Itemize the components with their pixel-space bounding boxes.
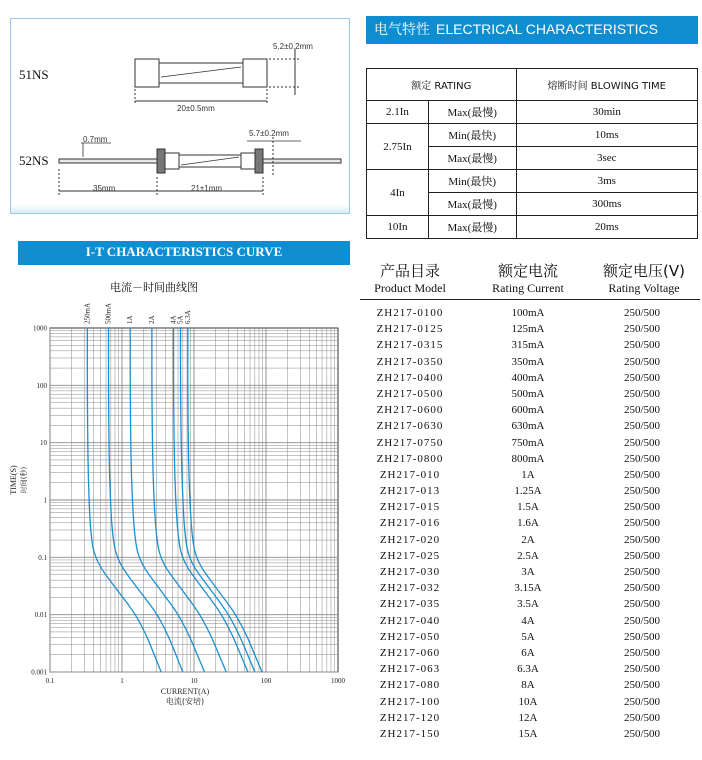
y-tick-label: 10 <box>40 439 47 448</box>
lead-cap-left <box>157 149 165 173</box>
rating-voltage-cell: 250/500 <box>623 614 661 627</box>
time-cell: 300ms <box>516 193 697 216</box>
rating-current-cell: 2.5A <box>517 549 539 562</box>
curve-label: 2A <box>147 315 156 324</box>
electrical-characteristics-banner <box>366 16 698 44</box>
table-row <box>360 710 700 726</box>
rating-current-cell: 4A <box>521 614 535 627</box>
rating-current-cell: 8A <box>521 679 535 692</box>
header-en: Rating Voltage <box>608 281 680 295</box>
table-row <box>367 170 698 193</box>
chart-title: 电流－时间曲线图 <box>110 281 198 294</box>
fuse-51ns-drawing <box>135 49 301 105</box>
x-tick-label: 1 <box>120 677 124 685</box>
it-curve-chart <box>0 290 355 720</box>
rating-current-cell: 1.5A <box>517 501 539 514</box>
x-axis-label <box>140 687 230 707</box>
x-axis-label-en: CURRENT(A) <box>160 687 210 696</box>
table-row <box>360 499 700 515</box>
time-cell: 20ms <box>516 216 697 239</box>
y-tick-label: 0.001 <box>31 668 47 677</box>
table-row <box>360 321 700 337</box>
rating-voltage-cell: 250/500 <box>623 339 661 352</box>
rating-current-cell: 5A <box>521 630 535 643</box>
dim-52-wire: 0.7mm <box>83 135 108 144</box>
x-tick-label: 10 <box>190 677 198 685</box>
lead-cap-right <box>255 149 263 173</box>
dim-51-diameter: 5.2±0.2mm <box>273 42 313 51</box>
mode-cell: Min(最快) <box>428 124 516 147</box>
rating-voltage-cell: 250/500 <box>623 404 661 417</box>
product-model-cell: ZH217-013 <box>379 485 441 498</box>
rating-current-cell: 12A <box>518 711 538 724</box>
product-model-cell: ZH217-016 <box>379 517 441 530</box>
time-cell: 3sec <box>516 147 697 170</box>
electrical-characteristics-table <box>366 68 698 239</box>
rating-voltage-cell: 250/500 <box>623 598 661 611</box>
y-tick-label: 1 <box>43 496 47 505</box>
product-model-cell: ZH217-0750 <box>376 436 444 449</box>
curve-label: 5A <box>176 315 185 324</box>
table-row <box>360 305 700 321</box>
fuse-body <box>159 63 243 83</box>
rating-voltage-cell: 250/500 <box>623 436 661 449</box>
rating-voltage-cell: 250/500 <box>623 468 661 481</box>
product-model-cell: ZH217-035 <box>379 598 441 611</box>
rating-current-cell: 1.6A <box>517 517 539 530</box>
rating-current-cell: 1A <box>521 468 535 481</box>
header-en: Product Model <box>374 281 446 295</box>
rating-voltage-cell: 250/500 <box>623 630 661 643</box>
product-model-cell: ZH217-0350 <box>376 355 444 368</box>
model-51ns-label: 51NS <box>19 67 49 82</box>
product-model-cell: ZH217-0400 <box>376 371 444 384</box>
product-model-cell: ZH217-0800 <box>376 452 444 465</box>
rating-voltage-cell: 250/500 <box>623 663 661 676</box>
product-model-cell: ZH217-025 <box>379 549 441 562</box>
rating-current-cell: 125mA <box>511 323 545 336</box>
table-row <box>360 515 700 531</box>
panel-shade <box>11 205 349 213</box>
product-table-header <box>360 262 700 300</box>
y-tick-label: 100 <box>36 381 47 390</box>
table-row <box>360 370 700 386</box>
dim-52-lead-length: 35mm <box>93 184 116 193</box>
table-row <box>360 613 700 629</box>
rating-voltage-cell: 250/500 <box>623 387 661 400</box>
product-model-cell: ZH217-030 <box>379 566 441 578</box>
rating-current-cell: 6.3A <box>517 663 539 676</box>
it-curve-banner: I-T CHARACTERISTICS CURVE <box>18 241 350 265</box>
curve-label: 6.3A <box>183 310 192 324</box>
dim-51-length: 20±0.5mm <box>177 104 215 113</box>
product-model-cell: ZH217-0125 <box>376 323 444 336</box>
end-cap-right <box>243 59 267 87</box>
rating-voltage-cell: 250/500 <box>623 695 661 708</box>
product-model-cell: ZH217-150 <box>379 727 441 740</box>
x-tick-label: 100 <box>260 677 272 685</box>
table-row <box>360 726 700 742</box>
rating-cell: 4In <box>367 170 429 216</box>
curve-labels <box>83 303 191 324</box>
dimension-diagram-panel <box>10 18 350 214</box>
table-row <box>360 677 700 693</box>
product-model-cell: ZH217-060 <box>379 646 441 659</box>
rating-cell: 10In <box>367 216 429 239</box>
x-axis-label-cn: 电流(安培) <box>165 697 205 706</box>
product-model-cell: ZH217-063 <box>379 663 441 676</box>
lead-wire-left <box>59 159 157 163</box>
rating-current-cell: 2A <box>521 533 535 546</box>
table-row <box>360 532 700 548</box>
rating-voltage-cell: 250/500 <box>623 646 661 659</box>
product-table-body <box>360 305 700 742</box>
table-row <box>360 354 700 370</box>
rating-current-cell: 100mA <box>511 307 545 319</box>
table-row <box>360 451 700 467</box>
banner-title-en: ELECTRICAL CHARACTERISTICS <box>436 21 658 37</box>
rating-voltage-cell: 250/500 <box>623 323 661 336</box>
product-model-cell: ZH217-015 <box>379 501 441 514</box>
lead-wire-right <box>263 159 341 163</box>
time-cell: 3ms <box>516 170 697 193</box>
rating-voltage-cell: 250/500 <box>623 371 661 384</box>
table-row <box>360 435 700 451</box>
product-model-cell: ZH217-100 <box>379 695 441 708</box>
header-cn: 产品目录 <box>379 262 440 280</box>
y-tick-label: 0.1 <box>38 553 47 562</box>
y-axis-label <box>9 465 29 495</box>
curve-label: 250mA <box>83 303 92 324</box>
rating-current-cell: 600mA <box>511 404 545 417</box>
rating-current-cell: 800mA <box>511 452 545 465</box>
table-row <box>360 580 700 596</box>
rating-current-cell: 6A <box>521 646 535 659</box>
rating-cell: 2.1In <box>367 101 429 124</box>
rating-current-cell: 3.5A <box>517 598 539 611</box>
product-model-cell: ZH217-0315 <box>376 339 444 352</box>
time-cell: 30min <box>516 101 697 124</box>
table-row <box>360 483 700 499</box>
product-model-cell: ZH217-040 <box>379 614 441 627</box>
rating-voltage-cell: 250/500 <box>623 566 661 578</box>
table-row <box>360 564 700 580</box>
rating-voltage-cell: 250/500 <box>623 533 661 546</box>
chart-grid <box>50 328 338 672</box>
x-tick-label: 1000 <box>331 677 345 685</box>
rating-current-cell: 1.25A <box>514 485 542 498</box>
model-52ns-label: 52NS <box>19 153 49 168</box>
rating-current-cell: 315mA <box>511 339 545 352</box>
product-model-cell: ZH217-010 <box>379 468 441 481</box>
table-row <box>360 467 700 483</box>
header-rating-voltage <box>588 262 700 296</box>
rating-voltage-cell: 250/500 <box>623 582 661 595</box>
table-row <box>360 694 700 710</box>
dim-52-body-length: 21±1mm <box>191 184 223 193</box>
rating-current-cell: 3.15A <box>514 582 542 595</box>
mode-cell: Min(最快) <box>428 170 516 193</box>
header-product-model <box>360 262 460 296</box>
product-model-cell: ZH217-120 <box>379 711 441 724</box>
dim-52-diameter: 5.7±0.2mm <box>249 129 289 138</box>
rating-voltage-cell: 250/500 <box>623 711 661 724</box>
product-model-cell: ZH217-0600 <box>376 404 444 417</box>
header-blowing-time: 熔断时间 BLOWING TIME <box>516 69 697 101</box>
rating-current-cell: 500mA <box>511 387 545 400</box>
product-model-cell: ZH217-020 <box>379 533 441 546</box>
rating-voltage-cell: 250/500 <box>623 679 661 692</box>
curve-label: 4A <box>169 315 178 324</box>
y-tick-label: 0.01 <box>34 611 47 620</box>
rating-voltage-cell: 250/500 <box>623 452 661 465</box>
header-cn: 额定电流 <box>497 262 558 280</box>
product-model-cell: ZH217-0500 <box>376 387 444 400</box>
rating-current-cell: 10A <box>518 695 538 708</box>
table-header-row <box>367 69 698 101</box>
table-row <box>360 386 700 402</box>
table-row <box>360 645 700 661</box>
rating-current-cell: 630mA <box>511 420 545 433</box>
product-model-cell: ZH217-032 <box>379 582 441 595</box>
product-model-cell: ZH217-0100 <box>376 307 444 319</box>
rating-voltage-cell: 250/500 <box>623 727 661 740</box>
time-cell: 10ms <box>516 124 697 147</box>
rating-voltage-cell: 250/500 <box>623 549 661 562</box>
rating-voltage-cell: 250/500 <box>623 501 661 514</box>
y-axis-label-en: TIME(S) <box>9 465 18 495</box>
rating-current-cell: 350mA <box>511 355 545 368</box>
curve-label: 500mA <box>104 303 113 324</box>
product-model-cell: ZH217-050 <box>379 630 441 643</box>
table-row <box>360 402 700 418</box>
rating-voltage-cell: 250/500 <box>623 355 661 368</box>
table-row <box>367 124 698 147</box>
rating-voltage-cell: 250/500 <box>623 307 661 319</box>
header-en: Rating Current <box>492 281 564 295</box>
header-cn: 额定电压(V) <box>603 262 685 280</box>
banner-title-cn: 电气特性 <box>374 22 430 38</box>
curve-label: 1A <box>126 315 135 324</box>
table-row <box>360 548 700 564</box>
rating-current-cell: 15A <box>518 727 538 740</box>
mode-cell: Max(最慢) <box>428 147 516 170</box>
x-tick-label: 0.1 <box>45 677 55 685</box>
table-row <box>360 661 700 677</box>
table-row <box>367 216 698 239</box>
table-row <box>360 596 700 612</box>
mode-cell: Max(最慢) <box>428 216 516 239</box>
rating-voltage-cell: 250/500 <box>623 485 661 498</box>
header-rating-current <box>478 262 578 296</box>
y-axis-label-cn: 时间(秒) <box>20 466 28 494</box>
y-tick-label: 1000 <box>33 324 47 333</box>
table-row <box>360 629 700 645</box>
header-rating: 额定 RATING <box>367 69 517 101</box>
table-row <box>360 337 700 353</box>
mode-cell: Max(最慢) <box>428 101 516 124</box>
rating-voltage-cell: 250/500 <box>623 517 661 530</box>
product-model-cell: ZH217-0630 <box>376 420 444 433</box>
rating-current-cell: 3A <box>521 566 535 578</box>
product-model-cell: ZH217-080 <box>379 679 441 692</box>
rating-current-cell: 400mA <box>511 371 545 384</box>
table-row <box>367 101 698 124</box>
mode-cell: Max(最慢) <box>428 193 516 216</box>
rating-voltage-cell: 250/500 <box>623 420 661 433</box>
end-cap-left <box>135 59 159 87</box>
rating-cell: 2.75In <box>367 124 429 170</box>
rating-current-cell: 750mA <box>511 436 545 449</box>
table-row <box>360 418 700 434</box>
